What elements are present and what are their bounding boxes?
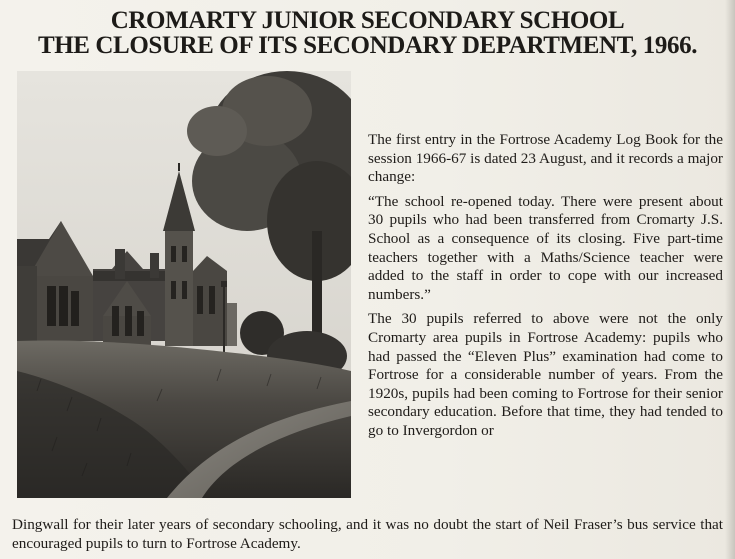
article-paragraph-1: The first entry in the Fortrose Academy Log Book for the session 1966-67 is dated 23 August, and it records a major change: bbox=[368, 131, 723, 186]
page-title-line-1: CROMARTY JUNIOR SECONDARY SCHOOL bbox=[110, 7, 625, 34]
article-paragraph-3: The 30 pupils referred to above were not the only Cromarty area pupils in Fortrose Academy: pupils who had passed the “Eleven Plus” examination had come to Fortrose for a considerable number of years. From the 1920s, pupils had been coming to Fortrose for their senior secondary education. Before that time, they had tended to go to Invergordon or bbox=[368, 310, 723, 439]
article-text-column bbox=[368, 131, 723, 447]
school-photo-illustration bbox=[17, 71, 351, 498]
school-building-photo bbox=[17, 71, 351, 498]
article-paragraph-2: “The school re-opened today. There were present about 30 pupils who had been transferred from Cromarty J.S. School as a consequence of its closing. Five part-time teachers together with a Maths/Science teacher were added to the staff in order to cope with our increased numbers.” bbox=[368, 192, 723, 303]
article-continuation-text: Dingwall for their later years of secondary schooling, and it was no doubt the start of Neil Fraser’s bus service that encouraged pupils to turn to Fortrose Academy. bbox=[12, 516, 723, 552]
page-edge-shadow bbox=[725, 0, 735, 559]
article-continuation bbox=[12, 515, 723, 553]
page-title-line-2: THE CLOSURE OF ITS SECONDARY DEPARTMENT, 1966. bbox=[37, 32, 698, 59]
